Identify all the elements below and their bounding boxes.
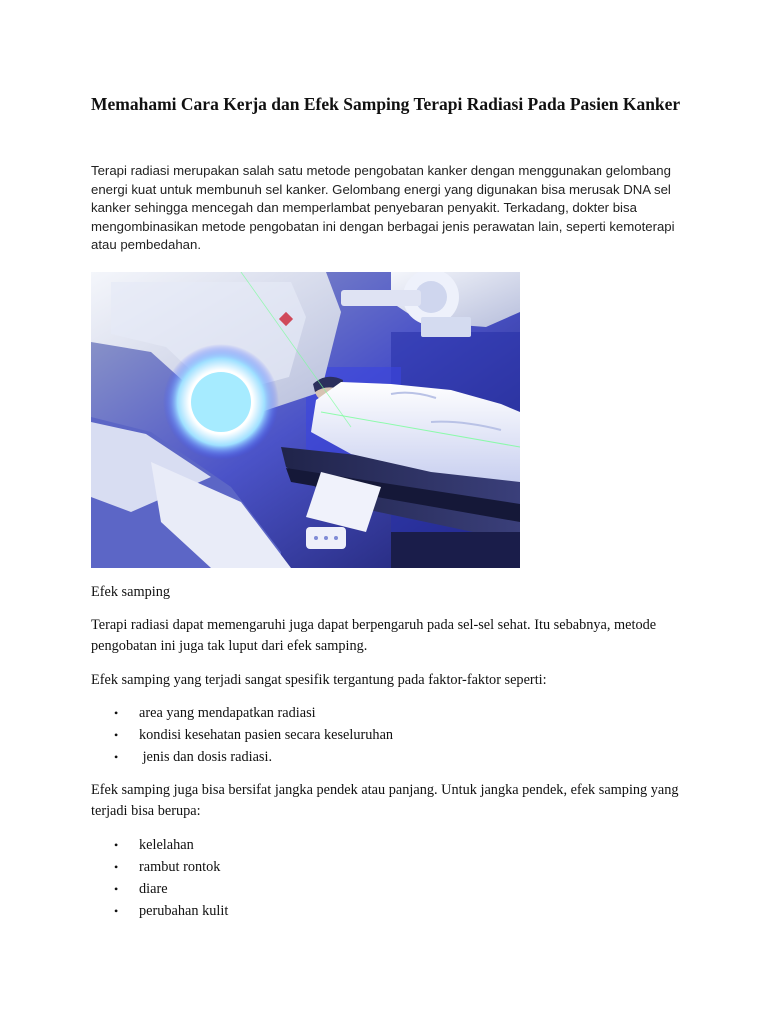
bullet-icon: • [114,728,119,742]
section-heading: Efek samping [91,584,171,600]
list-item: • area yang mendapatkan radiasi [114,702,393,724]
paragraph-2: Efek samping yang terjadi sangat spesifik tergantung pada faktor-faktor seperti: [91,672,547,688]
bullet-icon: • [114,860,119,874]
bullet-icon: • [114,882,119,896]
bullet-icon: • [114,706,119,720]
paragraph-1: Terapi radiasi dapat memengaruhi juga dapat berpengaruh pada sel-sel sehat. Itu sebabnya, metode pengobatan ini juga tak luput dari efek samping. [91,617,657,654]
list-item: • kelelahan [114,834,228,856]
bullet-icon: • [114,904,119,918]
list-item: • rambut rontok [114,856,228,878]
article-title: Memahami Cara Kerja dan Efek Samping Terapi Radiasi Pada Pasien Kanker [91,94,681,114]
paragraph-3: Efek samping juga bisa bersifat jangka pendek atau panjang. Untuk jangka pendek, efek samping yang terjadi bisa berupa: [91,782,679,819]
factors-list [114,702,393,768]
list-item: • perubahan kulit [114,900,228,922]
bullet-icon: • [114,838,119,852]
radiotherapy-photo [91,272,520,568]
list-item: • jenis dan dosis radiasi. [114,746,393,768]
intro-paragraph: Terapi radiasi merupakan salah satu metode pengobatan kanker dengan menggunakan gelombang energi kuat untuk membunuh sel kanker. Gelombang energi yang digunakan bisa merusak DNA sel kanker sehingga mencegah dan memperlambat penyebaran penyakit. Terkadang, dokter bisa mengombinasikan metode pengobatan ini dengan berbagai jenis perawatan lain, seperti kemoterapi atau pembedahan. [91,163,675,252]
bullet-icon: • [114,750,119,764]
short-term-list [114,834,228,922]
list-item: • diare [114,878,228,900]
list-item: • kondisi kesehatan pasien secara keseluruhan [114,724,393,746]
